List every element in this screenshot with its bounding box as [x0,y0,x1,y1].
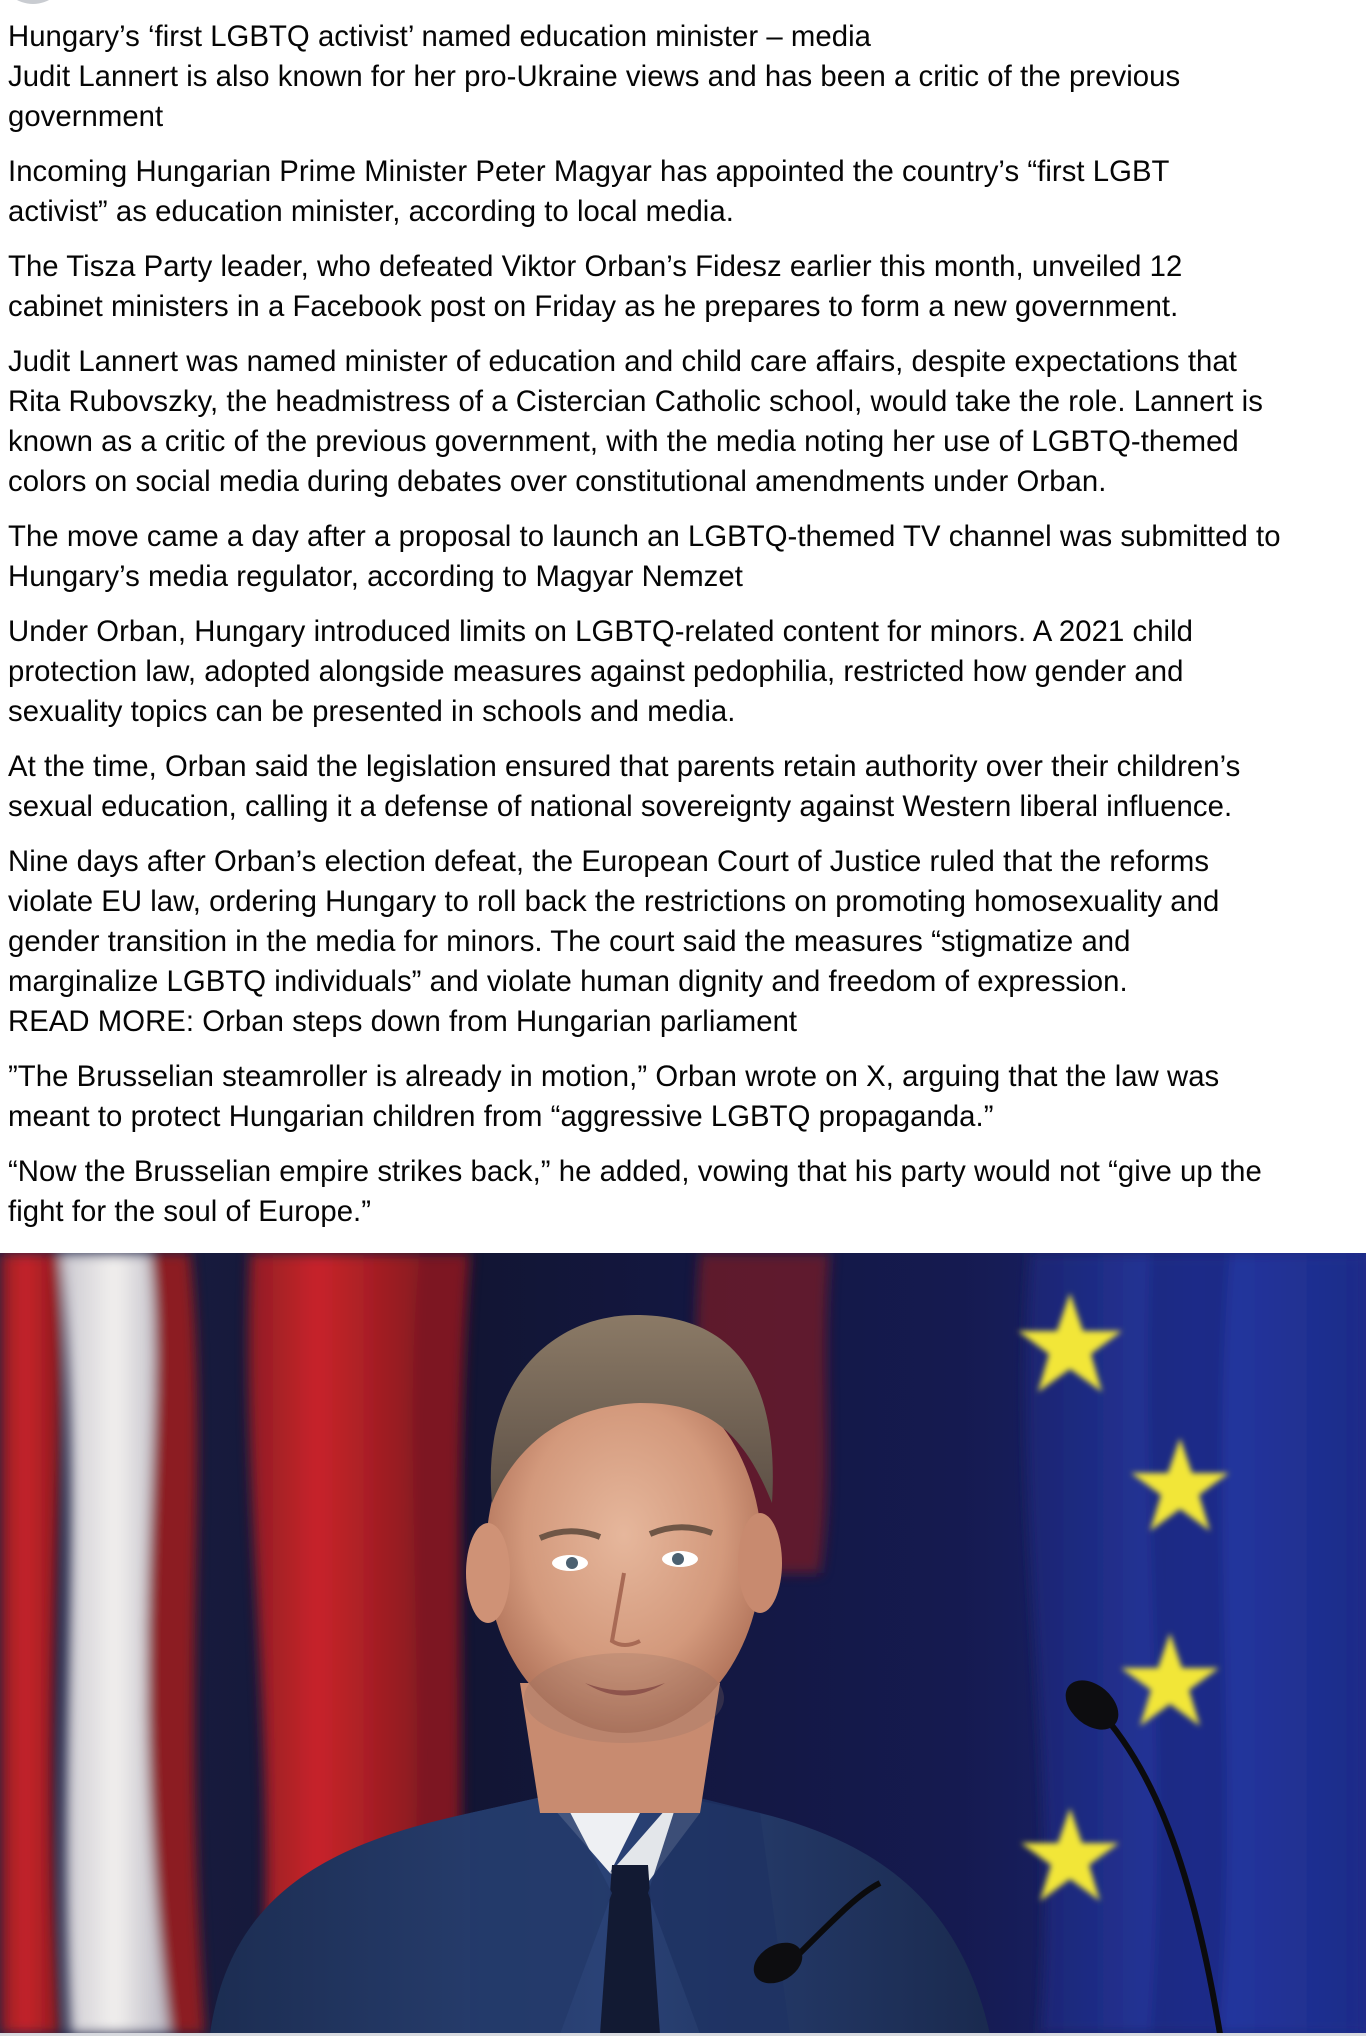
paragraph-line: cabinet ministers in a Facebook post on Friday as he prepares to form a new government. [8,290,1179,323]
speaker-photo-illustration [0,1253,1366,2034]
paragraph-law [8,612,1358,732]
paragraph-line: Nine days after Orban’s election defeat, the European Court of Justice ruled that the reforms [8,845,1210,878]
paragraph-line: “Now the Brusselian empire strikes back,” he added, vowing that his party would not “give up the [8,1155,1262,1188]
paragraph-orban-statement [8,747,1358,827]
paragraph-line: The Tisza Party leader, who defeated Viktor Orban’s Fidesz earlier this month, unveiled 12 [8,250,1183,283]
paragraph-lannert [8,342,1358,502]
paragraph-line: fight for the soul of Europe.” [8,1195,372,1228]
paragraph-line: violate EU law, ordering Hungary to roll back the restrictions on promoting homosexuality and [8,885,1220,918]
paragraph-line: Judit Lannert was named minister of education and child care affairs, despite expectations that [8,345,1237,378]
paragraph-line: meant to protect Hungarian children from “aggressive LGBTQ propaganda.” [8,1100,994,1133]
paragraph-empire [8,1152,1358,1232]
profile-avatar[interactable] [4,0,62,4]
post-photo[interactable] [0,1253,1366,2034]
post-text [8,17,1358,1232]
paragraph-line: sexual education, calling it a defense of national sovereignty against Western liberal influence. [8,790,1233,823]
paragraph-court [8,842,1358,1042]
paragraph-line: government [8,100,164,133]
post-headline: Hungary’s ‘first LGBTQ activist’ named education minister – media [8,20,871,53]
paragraph-line: marginalize LGBTQ individuals” and violate human dignity and freedom of expression. [8,965,1128,998]
paragraph-line: sexuality topics can be presented in schools and media. [8,695,736,728]
paragraph-line: colors on social media during debates over constitutional amendments under Orban. [8,465,1107,498]
paragraph-line: The move came a day after a proposal to launch an LGBTQ-themed TV channel was submitted to [8,520,1281,553]
paragraph-line: Hungary’s media regulator, according to Magyar Nemzet [8,560,743,593]
paragraph-steamroller [8,1057,1358,1137]
paragraph-line: Incoming Hungarian Prime Minister Peter Magyar has appointed the country’s “first LGBT [8,155,1170,188]
paragraph-tv-channel [8,517,1358,597]
read-more-link[interactable]: READ MORE: Orban steps down from Hungarian parliament [8,1005,798,1038]
paragraph-line: protection law, adopted alongside measures against pedophilia, restricted how gender and [8,655,1184,688]
paragraph-summary [8,57,1358,137]
paragraph-line: Under Orban, Hungary introduced limits on LGBTQ-related content for minors. A 2021 child [8,615,1194,648]
paragraph-line: activist” as education minister, according to local media. [8,195,734,228]
paragraph-tisza [8,247,1358,327]
paragraph-line: At the time, Orban said the legislation ensured that parents retain authority over their children’s [8,750,1241,783]
paragraph-line: Judit Lannert is also known for her pro-Ukraine views and has been a critic of the previous [8,60,1181,93]
paragraph-line: Rita Rubovszky, the headmistress of a Cistercian Catholic school, would take the role. Lannert is [8,385,1263,418]
paragraph-line: gender transition in the media for minors. The court said the measures “stigmatize and [8,925,1131,958]
paragraph-line: ”The Brusselian steamroller is already in motion,” Orban wrote on X, arguing that the law was [8,1060,1220,1093]
paragraph-appointment [8,152,1358,232]
paragraph-line: known as a critic of the previous government, with the media noting her use of LGBTQ-themed [8,425,1239,458]
